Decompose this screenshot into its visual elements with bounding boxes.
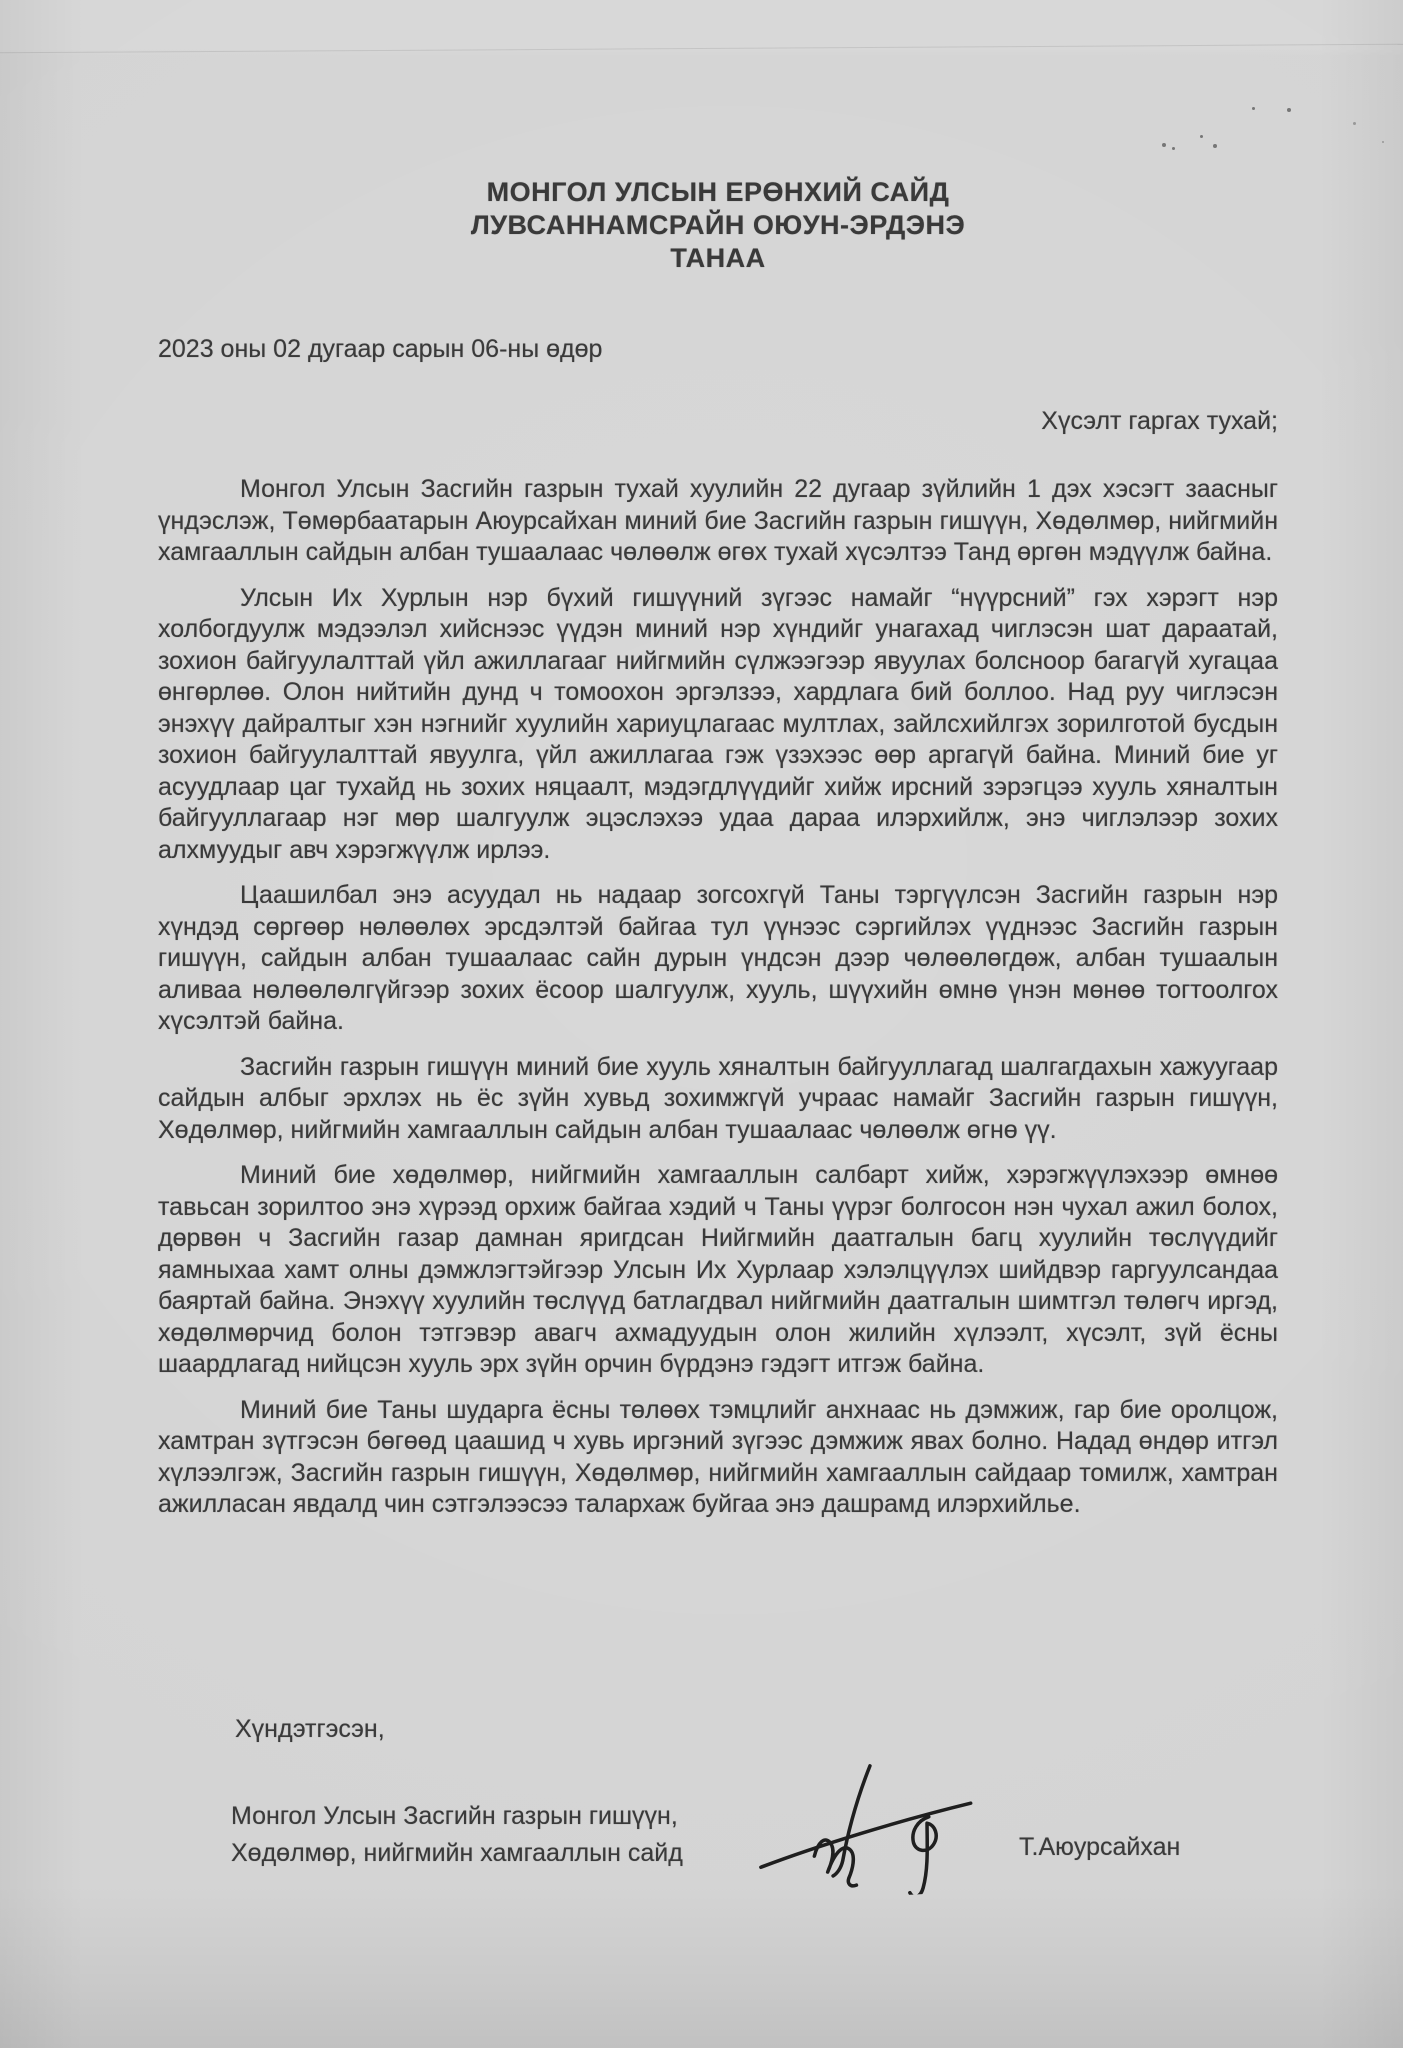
addressee-title-line: МОНГОЛ УЛСЫН ЕРӨНХИЙ САЙД <box>486 177 950 207</box>
dust-speck <box>1200 135 1203 138</box>
signer-name: Т.Аюурсайхан <box>1019 1833 1181 1861</box>
dust-speck <box>1252 107 1255 110</box>
dust-speck <box>1162 143 1166 147</box>
paragraph: Засгийн газрын гишүүн миний бие хууль хяналтын байгууллагад шалгагдахын хажуугаар сайдын албыг эрхлэх нь ёс зүйн хувьд зохимжгүй учраас намайг Засгийн газрын гишүүн, Хөдөлмөр, нийгмийн хамгааллын сайдын албан тушаалаас чөлөөлж өгнө үү. <box>158 1052 1278 1144</box>
signer-title-line: Монгол Улсын Засгийн газрын гишүүн, <box>231 1802 678 1830</box>
paper-fold-edge <box>0 44 1403 54</box>
paragraph: Улсын Их Хурлын нэр бүхий гишүүний зүгээс намайг “нүүрсний” гэх хэрэгт нэр холбогдуулж мэдээлэл хийснээс үүдэн миний нэр хүндийг унагахад чиглэсэн шат дараатай, зохион байгуулалттай үйл ажиллагааг нийгмийн сүлжээгээр явуулах болсноор багагүй хугацаа өнгөрлөө. Олон нийтийн дунд ч томоохон эргэлзээ, хардлага бий боллоо. Над руу чиглэсэн энэхүү дайралтыг хэн нэгнийг хуулийн хариуцлагаас мултлах, зайлсхийлгэх зорилготой бусдын зохион байгуулалттай явуулга, үйл ажиллагаа гэж үзэхээс өөр аргагүй байна. Миний бие уг асуудлаар цаг тухайд нь зохих няцаалт, мэдэгдлүүдийг хийж ирсний зэрэгцээ хууль хяналтын байгууллагаар нэг мөр шалгуулж эцэслэхээ удаа дараа илэрхийлж, энэ чиглэлээр зохих алхмуудыг авч хэрэгжүүлж ирлээ. <box>158 583 1278 864</box>
paragraph: Миний бие Таны шударга ёсны төлөөх тэмцлийг анхнаас нь дэмжиж, гар бие оролцож, хамтран зүтгэсэн бөгөөд цаашид ч хувь иргэний зүгээс дэмжиж явах болно. Надад өндөр итгэл хүлээлгэж, Засгийн газрын гишүүн, Хөдөлмөр, нийгмийн хамгааллын сайдаар томилж, хамтран ажилласан явдалд чин сэтгэлээсээ талархаж буйгаа энэ дашрамд илэрхийлье. <box>158 1395 1278 1518</box>
paragraph: Миний бие хөдөлмөр, нийгмийн хамгааллын салбарт хийж, хэрэгжүүлэхээр өмнөө тавьсан зорилтоо энэ хүрээд орхиж байгаа хэдий ч Таны үүрэг болгосон нэн чухал ажил болох, дөрвөн ч Засгийн газар дамнан яригдсан Нийгмийн даатгалын багц хуулийн төслүүдийг яамныхаа хамт олны дэмжлэгтэйгээр Улсын Их Хурлаар хэлэлцүүлэх шийдвэр гаргуулсандаа баяртай байна. Энэхүү хуулийн төслүүд батлагдвал нийгмийн даатгалын шимтгэл төлөгч иргэд, хөдөлмөрчид болон тэтгэвэр авагч ахмадуудын олон жилийн хүлээлт, хүсэлт, зүй ёсны шаардлагад нийцсэн хууль эрх зүйн орчин бүрдэнэ гэдэгт итгэж байна. <box>158 1161 1278 1378</box>
dust-speck <box>1287 108 1291 112</box>
dust-speck <box>1382 141 1384 143</box>
addressee-name-line: ЛУВСАННАМСРАЙН ОЮУН-ЭРДЭНЭ <box>470 210 966 240</box>
letter-body <box>158 474 1278 1535</box>
letter-subject: Хүсэлт гаргах тухай; <box>1041 407 1278 435</box>
addressee-salutation-line: ТАНАА <box>670 243 766 273</box>
dust-speck <box>1213 144 1217 148</box>
handwritten-signature <box>753 1756 980 1902</box>
letter-closing: Хүндэтгэсэн, <box>235 1715 385 1743</box>
signer-title-line: Хөдөлмөр, нийгмийн хамгааллын сайд <box>231 1839 683 1867</box>
dust-speck <box>1172 147 1175 150</box>
signer-titles <box>231 1798 683 1872</box>
letter-date: 2023 оны 02 дугаар сарын 06-ны өдөр <box>158 335 603 363</box>
paragraph: Цаашилбал энэ асуудал нь надаар зогсохгүй Таны тэргүүлсэн Засгийн газрын нэр хүндэд сөргөөр нөлөөлөх эрсдэлтэй байгаа тул үүнээс сэргийлэх үүднээс Засгийн газрын гишүүн, сайдын албан тушаалаас сайн дурын үндсэн дээр чөлөөлөгдөж, албан тушаалын аливаа нөлөөлөлгүйгээр зохих ёсоор шалгуулж, хууль, шүүхийн өмнө үнэн мөнөө тогтоолгох хүсэлтэй байна. <box>158 881 1278 1035</box>
letter-addressee-header <box>158 176 1278 275</box>
paragraph: Монгол Улсын Засгийн газрын тухай хуулийн 22 дугаар зүйлийн 1 дэх хэсэгт заасныг үндэслэж, Төмөрбаатарын Аюурсайхан миний бие Засгийн газрын гишүүн, Хөдөлмөр, нийгмийн хамгааллын сайдын албан тушаалаас чөлөөлж өгөх тухай хүсэлтээ Танд өргөн мэдүүлж байна. <box>158 475 1278 566</box>
dust-speck <box>1353 122 1356 125</box>
